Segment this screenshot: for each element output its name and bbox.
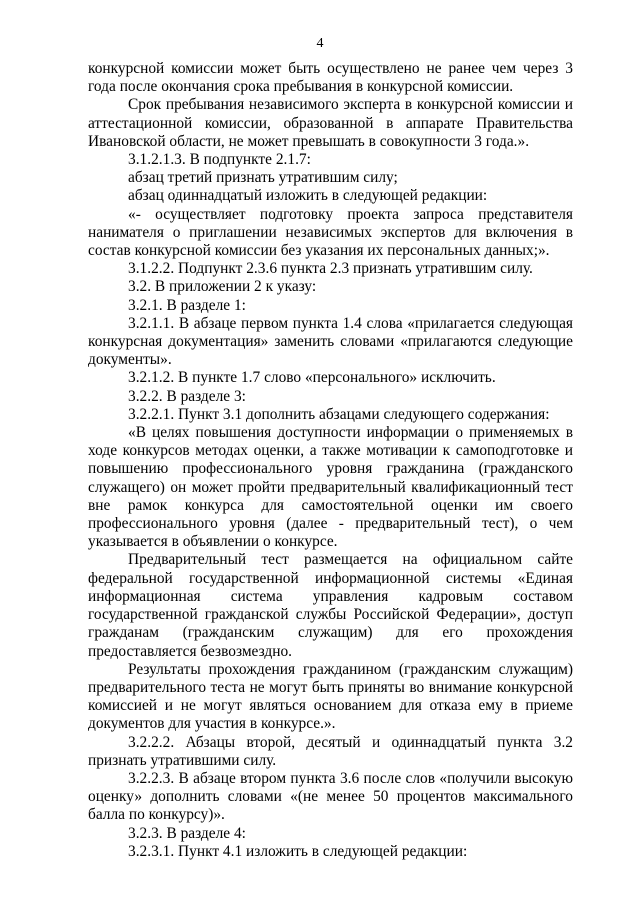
paragraph-prelim-test-results: Результаты прохождения гражданином (гражданским служащим) предварительного теста не могут быть приняты во внимание конкурсной комиссией и не могут являться основанием для отказа ему в приеме документов для участия в конкурсе.». [88, 660, 573, 733]
paragraph-3-2-1: 3.2.1. В разделе 1: [128, 296, 246, 314]
paragraph-3-2-1-2: 3.2.1.2. В пункте 1.7 слово «персонального» исключить. [128, 369, 496, 387]
paragraph-3-2-2: 3.2.2. В разделе 3: [128, 387, 246, 405]
document-body [88, 60, 573, 861]
paragraph-abzac-third: абзац третий признать утратившим силу; [128, 169, 398, 187]
paragraph-3-2-2-1: 3.2.2.1. Пункт 3.1 дополнить абзацами следующего содержания: [128, 405, 550, 423]
paragraph-3-2-2-3: 3.2.2.3. В абзаце втором пункта 3.6 после слов «получили высокую оценку» дополнить словами «(не менее 50 процентов максимального балла по конкурсу)». [88, 769, 573, 824]
paragraph-prelim-test-site: Предварительный тест размещается на официальном сайте федеральной государственной информационной системы «Единая информационная система управления кадровым составом государственной гражданской службы Российской Федерации», доступ гражданам (гражданским служащим) для его прохождения предоставляется безвозмездно. [88, 551, 573, 660]
paragraph-continuation: конкурсной комиссии может быть осуществлено не ранее чем через 3 года после окончания срока пребывания в конкурсной комиссии. [88, 60, 573, 96]
paragraph-3-2-3: 3.2.3. В разделе 4: [128, 824, 246, 842]
paragraph-3-2-3-1: 3.2.3.1. Пункт 4.1 изложить в следующей редакции: [128, 842, 468, 860]
paragraph-3-2: 3.2. В приложении 2 к указу: [128, 278, 317, 296]
paragraph-abzac-eleventh: абзац одиннадцатый изложить в следующей редакции: [128, 187, 488, 205]
paragraph-3-2-2-2: 3.2.2.2. Абзацы второй, десятый и одиннадцатый пункта 3.2 признать утратившими силу. [88, 733, 573, 769]
paragraph-3-1-2-2: 3.1.2.2. Подпункт 2.3.6 пункта 2.3 признать утратившим силу. [128, 260, 533, 278]
paragraph-quote-prelim-test: «В целях повышения доступности информации о применяемых в ходе конкурсов методах оценки, а также мотивации к самоподготовке и повышению профессионального уровня гражданина (гражданского служащего) он может пройти предварительный квалификационный тест вне рамок конкурса для самостоятельной оценки им своего профессионального уровня (далее - предварительный тест), о чем указывается в объявлении о конкурсе. [88, 424, 573, 551]
page-number: 4 [316, 36, 324, 51]
paragraph-3-2-1-1: 3.2.1.1. В абзаце первом пункта 1.4 слова «прилагается следующая конкурсная документация» заменить словами «прилагаются следующие документы». [88, 314, 573, 369]
paragraph-expert-term: Срок пребывания независимого эксперта в конкурсной комиссии и аттестационной комиссии, образованной в аппарате Правительства Ивановской области, не может превышать в совокупности 3 года.». [88, 96, 573, 150]
paragraph-3-1-2-1-3: 3.1.2.1.3. В подпункте 2.1.7: [128, 151, 311, 169]
paragraph-quote-request: «- осуществляет подготовку проекта запроса представителя нанимателя о приглашении независимых экспертов для включения в состав конкурсной комиссии без указания их персональных данных;». [88, 205, 573, 260]
